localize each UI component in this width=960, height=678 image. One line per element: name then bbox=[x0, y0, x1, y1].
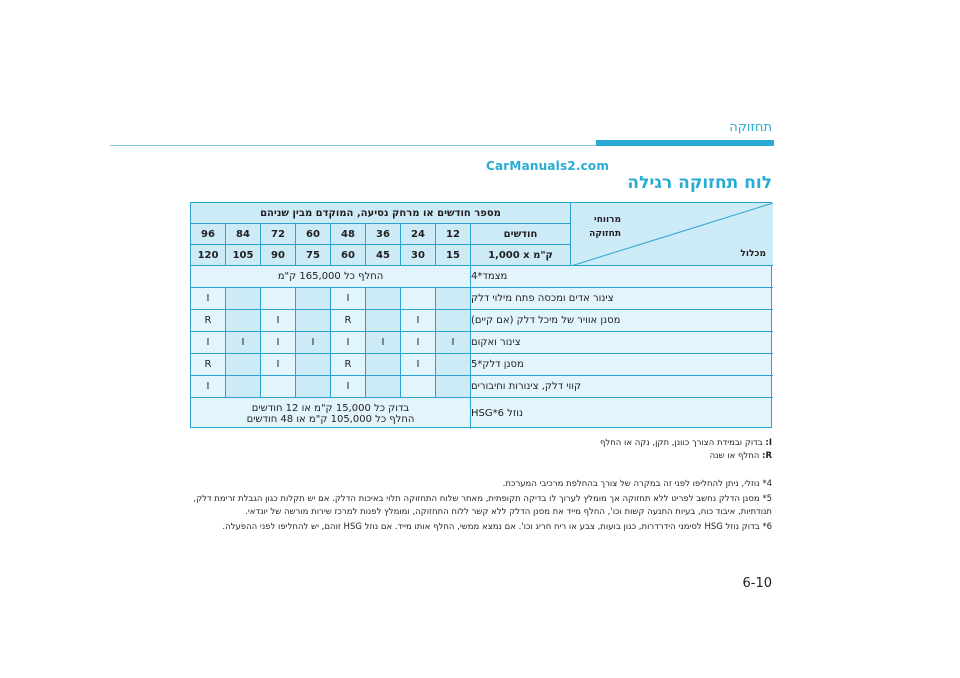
table-cell bbox=[366, 288, 401, 310]
table-row-label: מסנן דלק*5 bbox=[471, 354, 773, 376]
hsg-note-1: בדוק כל 15,000 ק"מ או 12 חודשים bbox=[251, 402, 410, 414]
table-cell bbox=[261, 376, 296, 398]
table-cell bbox=[296, 310, 331, 332]
table-cell: I bbox=[436, 332, 471, 354]
footnote-6: 6* בדוק נוזל HSG לסימני הידרדרות, כגון בועות, צבע או ריח חריג וכו'. אם נמצא ממשי, החלף אותו מייד. אם נוזל HSG זוהם, יש להחליפו לפני ההפעלה. bbox=[222, 522, 772, 532]
table-row-label: צינור ואקום bbox=[471, 332, 773, 354]
km-label: 1,000 x ק"מ bbox=[471, 245, 571, 266]
table-cell bbox=[436, 354, 471, 376]
footnotes bbox=[190, 478, 772, 534]
legend bbox=[190, 438, 772, 461]
legend-item-i: I: בדוק ובמידת הצורך כוונן, תקן, נקה או החלף bbox=[599, 438, 772, 448]
table-cell bbox=[226, 310, 261, 332]
table-cell: I bbox=[226, 332, 261, 354]
month-cell: 12 bbox=[436, 224, 471, 245]
diag-check-label: מכלול bbox=[740, 249, 766, 259]
table-cell bbox=[366, 310, 401, 332]
table-cell: I bbox=[261, 354, 296, 376]
table-row-label: מסנן אוויר של מיכל דלק (אם קיים) bbox=[471, 310, 773, 332]
table-row-label: צינור אדים ומכסה פתח מילוי דלק bbox=[471, 288, 773, 310]
interval-title: מספר חודשים או מרחק נסיעה, המוקדם מבין שניהם bbox=[191, 203, 571, 224]
table-cell bbox=[226, 376, 261, 398]
footnote-5: 5* מסנן הדלק נחשב לפריט ללא תחזוקה אך מומלץ לערוך לו בדיקה תקופתית, מאחר שלוח התחזוקה תלוי באיכות הדלק. אם יש תקלות כגון הגבלת זרימת דלק, תנודתיות, איבוד כוח, בעיות התנעה קשות וכו', החלף מייד את מסנן הדלק ללא קשר ללוח התחזוקה, ומומלץ לפנות למרכז שירות מורשה של יונדאי. bbox=[193, 494, 772, 517]
month-cell: 48 bbox=[331, 224, 366, 245]
km-cell: 60 bbox=[331, 245, 366, 266]
table-row-label: קווי דלק, צינורות וחיבורים bbox=[471, 376, 773, 398]
table-cell bbox=[296, 354, 331, 376]
month-cell: 96 bbox=[191, 224, 226, 245]
table-cell bbox=[401, 376, 436, 398]
table-cell bbox=[436, 310, 471, 332]
km-cell: 120 bbox=[191, 245, 226, 266]
table-cell: I bbox=[366, 332, 401, 354]
hsg-note-2: החלף כל 105,000 ק"מ או 48 חודשים bbox=[246, 413, 415, 425]
month-cell: 36 bbox=[366, 224, 401, 245]
section-title: לוח תחזוקה רגילה bbox=[627, 173, 772, 193]
km-cell: 45 bbox=[366, 245, 401, 266]
hsg-label: נוזל HSG*6 bbox=[471, 408, 524, 419]
table-cell bbox=[366, 354, 401, 376]
table-cell: I bbox=[296, 332, 331, 354]
km-cell: 30 bbox=[401, 245, 436, 266]
table-cell bbox=[296, 288, 331, 310]
table-cell: R bbox=[191, 354, 226, 376]
footnote-4: 4* נוזלי, ניתן להחליפו לפני זה במקרה של צורך בהחלפת מרכיבי המערכת. bbox=[502, 479, 772, 489]
month-cell: 72 bbox=[261, 224, 296, 245]
table-cell: I bbox=[261, 332, 296, 354]
table-cell: I bbox=[331, 376, 366, 398]
chapter-title: תחזוקה bbox=[729, 120, 772, 135]
table-cell: R bbox=[191, 310, 226, 332]
diag-maint-label: מרווחי bbox=[594, 215, 621, 225]
km-cell: 105 bbox=[226, 245, 261, 266]
group-label: מצמד*4 bbox=[471, 266, 773, 288]
months-label: חודשים bbox=[471, 224, 571, 245]
month-cell: 24 bbox=[401, 224, 436, 245]
table-cell: I bbox=[401, 332, 436, 354]
month-cell: 84 bbox=[226, 224, 261, 245]
watermark: CarManuals2.com bbox=[486, 159, 610, 173]
table-cell bbox=[401, 288, 436, 310]
table-cell bbox=[436, 288, 471, 310]
table-cell: I bbox=[331, 288, 366, 310]
km-cell: 75 bbox=[296, 245, 331, 266]
table-cell: I bbox=[191, 332, 226, 354]
month-cell: 60 bbox=[296, 224, 331, 245]
legend-item-r: R: החלף או שנה bbox=[709, 451, 772, 461]
header-accent-bar bbox=[596, 140, 774, 146]
diag-maint-label-2: תחזוקה bbox=[589, 229, 621, 239]
table-cell: I bbox=[191, 288, 226, 310]
group-note: החלף כל 165,000 ק"מ bbox=[191, 266, 471, 288]
table-cell bbox=[296, 376, 331, 398]
table-cell: I bbox=[331, 332, 366, 354]
table-cell: R bbox=[331, 354, 366, 376]
hsg-notes bbox=[191, 398, 471, 429]
table-cell bbox=[366, 376, 401, 398]
table-cell: I bbox=[401, 354, 436, 376]
table-cell: R bbox=[331, 310, 366, 332]
table-cell bbox=[226, 354, 261, 376]
km-cell: 90 bbox=[261, 245, 296, 266]
page-number: 6-10 bbox=[742, 576, 772, 591]
maintenance-table bbox=[190, 202, 772, 428]
table-cell bbox=[261, 288, 296, 310]
km-cell: 15 bbox=[436, 245, 471, 266]
table-cell: I bbox=[191, 376, 226, 398]
table-cell: I bbox=[401, 310, 436, 332]
table-cell bbox=[226, 288, 261, 310]
table-cell bbox=[436, 376, 471, 398]
table-cell: I bbox=[261, 310, 296, 332]
